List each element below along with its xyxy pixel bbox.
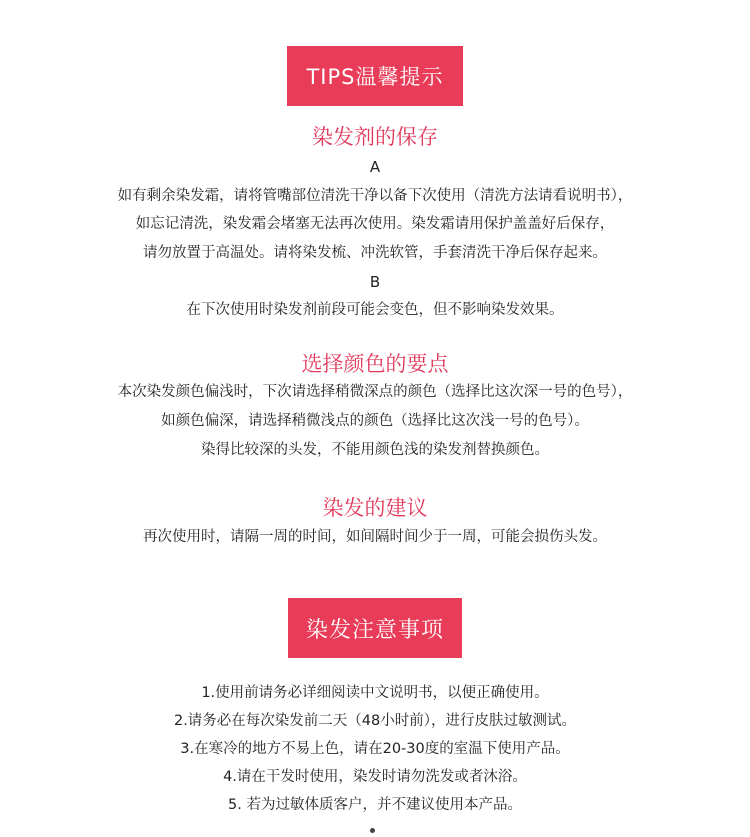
storage-label-b: B	[369, 273, 381, 291]
notice-item-1: 1.使用前请务必详细阅读中文说明书，以便正确使用。	[201, 685, 549, 701]
color-choice-line-1: 本次染发颜色偏浅时，下次请选择稍微深点的颜色（选择比这次深一号的色号），	[117, 384, 633, 400]
page-indicator-dot	[370, 828, 375, 833]
notice-banner-label: 染发注意事项	[305, 617, 444, 643]
color-choice-line-2: 如颜色偏深，请选择稍微浅点的颜色（选择比这次浅一号的色号）。	[161, 413, 589, 429]
storage-a-line-2: 如忘记清洗，染发霜会堵塞无法再次使用。染发霜请用保护盖盖好后保存，	[135, 216, 615, 232]
notice-item-5: 5. 若为过敏体质客户，并不建议使用本产品。	[228, 797, 522, 813]
notice-item-2: 2.请务必在每次染发前二天（48小时前），进行皮肤过敏测试。	[173, 713, 577, 729]
notice-item-4: 4.请在干发时使用，染发时请勿洗发或者沐浴。	[223, 769, 527, 785]
storage-a-line-3: 请勿放置于高温处。请将染发梳、冲洗软管，手套清洗干净后保存起来。	[143, 245, 607, 261]
storage-a-line-1: 如有剩余染发霜，请将管嘴部位清洗干净以备下次使用（清洗方法请看说明书），	[117, 188, 633, 204]
storage-b-line-1: 在下次使用时染发剂前段可能会变色，但不影响染发效果。	[186, 302, 564, 318]
notice-banner	[288, 598, 462, 658]
tips-banner-label: TIPS温馨提示	[306, 65, 444, 89]
color-choice-title: 选择颜色的要点	[301, 352, 449, 376]
storage-title: 染发剂的保存	[312, 125, 438, 149]
advice-line-1: 再次使用时，请隔一周的时间，如间隔时间少于一周，可能会损伤头发。	[143, 529, 607, 545]
color-choice-line-3: 染得比较深的头发，不能用颜色浅的染发剂替换颜色。	[201, 442, 549, 458]
advice-title: 染发的建议	[322, 496, 428, 520]
storage-label-a: A	[369, 158, 381, 176]
notice-item-3: 3.在寒冷的地方不易上色，请在20-30度的室温下使用产品。	[180, 741, 570, 757]
tips-banner	[287, 46, 463, 106]
